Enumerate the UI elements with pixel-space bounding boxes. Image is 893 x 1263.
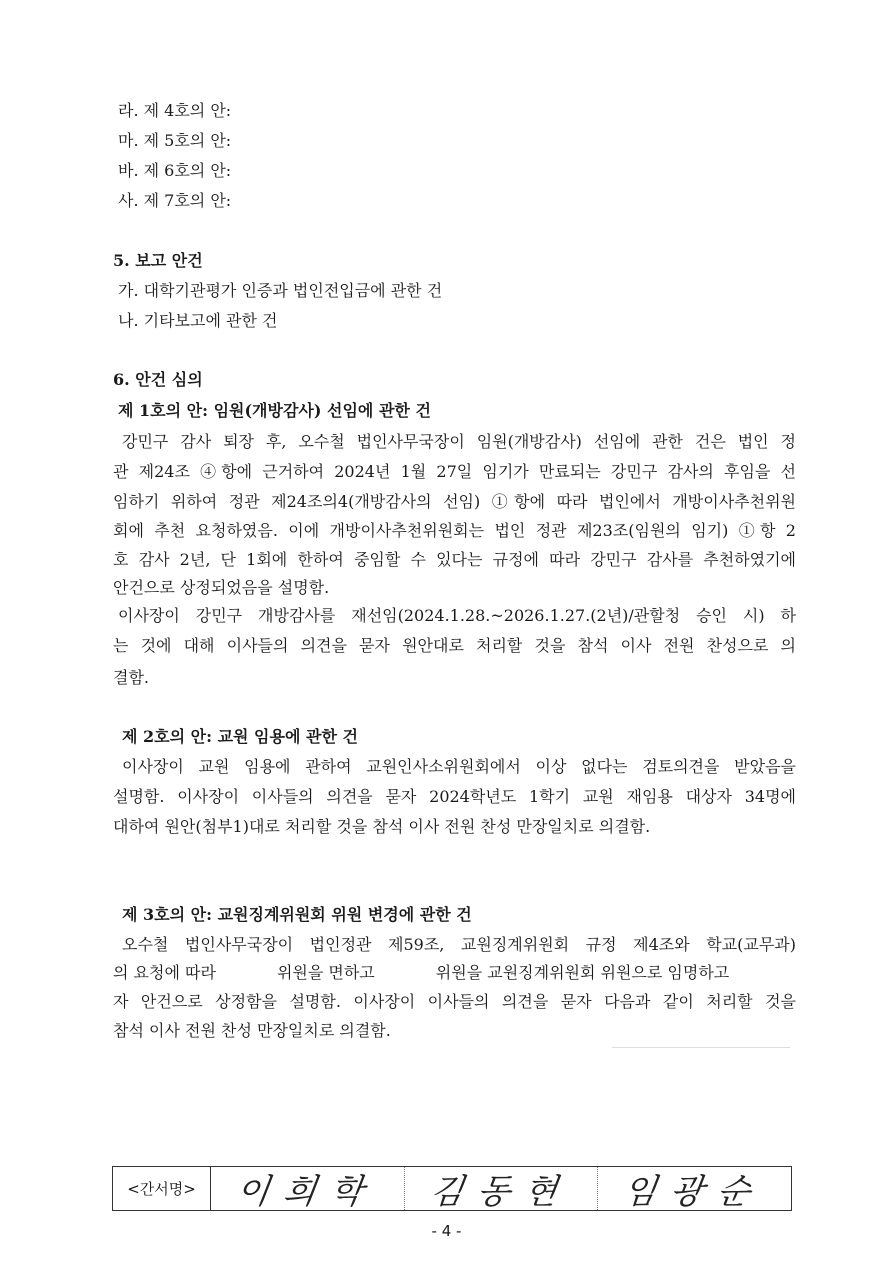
- item3-line-4: 참석 이사 전원 찬성 만장일치로 의결함.: [113, 1021, 391, 1040]
- item3-line-2: 의 요청에 따라 위원을 면하고 위원을 교원징계위원회 위원으로 임명하고: [113, 963, 730, 982]
- item2-line-3: 대하여 원안(첨부1)대로 처리할 것을 참석 이사 전원 찬성 만장일치로 의결함.: [113, 817, 651, 836]
- item2-line-1: 이사장이 교원 임용에 관하여 교원인사소위원회에서 이상 없다는 검토의견을 받았음을: [122, 757, 796, 776]
- item3-title: 제 3호의 안: 교원징계위원회 위원 변경에 관한 건: [122, 905, 472, 924]
- agenda-item-5: 마. 제 5호의 안:: [118, 131, 232, 150]
- item2-title: 제 2호의 안: 교원 임용에 관한 건: [122, 727, 358, 746]
- agenda-item-6: 바. 제 6호의 안:: [118, 161, 232, 180]
- item1-p1-line-3: 임하기 위하여 정관 제24조의4(개방감사의 선임) ①항에 따라 법인에서 개방이사추천위원: [113, 492, 796, 511]
- item1-p1-line-2: 관 제24조 ④항에 근거하여 2024년 1월 27일 임기가 만료되는 강민구 감사의 후임을 선: [113, 462, 796, 481]
- signature-3: [598, 1167, 791, 1210]
- agenda-item-7: 사. 제 7호의 안:: [118, 191, 232, 210]
- item3-line-3: 자 안건으로 상정함을 설명함. 이사장이 이사들의 의견을 묻자 다음과 같이 처리할 것을: [113, 992, 796, 1011]
- section6-title: 6. 안건 심의: [113, 370, 203, 389]
- item1-p2-line-1: 이사장이 강민구 개방감사를 재선임(2024.1.28.~2026.1.27.(2년)/관할청 승인 시) 하: [118, 606, 796, 625]
- signature-2-text: 김동현: [427, 1172, 574, 1212]
- signature-3-text: 임광순: [621, 1172, 768, 1212]
- signature-box: [112, 1166, 792, 1211]
- item1-p1-line-4: 회에 추천 요청하였음. 이에 개방이사추천위원회는 법인 정관 제23조(임원의 임기) ①항 2: [113, 521, 796, 540]
- agenda-item-4: 라. 제 4호의 안:: [118, 101, 232, 120]
- item3-line-1: 오수철 법인사무국장이 법인정관 제59조, 교원징계위원회 규정 제4조와 학교(교무과): [122, 935, 796, 954]
- section5-item-1: 가. 대학기관평가 인증과 법인전입금에 관한 건: [118, 281, 443, 300]
- page-number: - 4 -: [431, 1222, 462, 1240]
- item1-p1-line-5: 호 감사 2년, 단 1회에 한하여 중임할 수 있다는 규정에 따라 강민구 감사를 추천하였기에: [113, 550, 796, 569]
- signature-label: <간서명>: [113, 1167, 211, 1210]
- section5-title: 5. 보고 안건: [113, 251, 203, 270]
- item1-p2-line-2: 는 것에 대해 이사들의 의견을 묻자 원안대로 처리할 것을 참석 이사 전원 찬성으로 의: [113, 636, 796, 655]
- item1-p2-line-3: 결함.: [113, 668, 149, 687]
- item1-p1-line-6: 안건으로 상정되었음을 설명함.: [113, 578, 330, 597]
- signature-2: [405, 1167, 599, 1210]
- faint-rule: [612, 1047, 790, 1048]
- signature-1: [211, 1167, 405, 1210]
- signature-1-text: 이희학: [233, 1172, 380, 1212]
- section5-item-2: 나. 기타보고에 관한 건: [118, 311, 278, 330]
- item1-title: 제 1호의 안: 임원(개방감사) 선임에 관한 건: [118, 401, 431, 420]
- item2-line-2: 설명함. 이사장이 이사들의 의견을 묻자 2024학년도 1학기 교원 재임용 대상자 34명에: [113, 787, 796, 806]
- item1-p1-line-1: 강민구 감사 퇴장 후, 오수철 법인사무국장이 임원(개방감사) 선임에 관한 건은 법인 정: [122, 432, 796, 451]
